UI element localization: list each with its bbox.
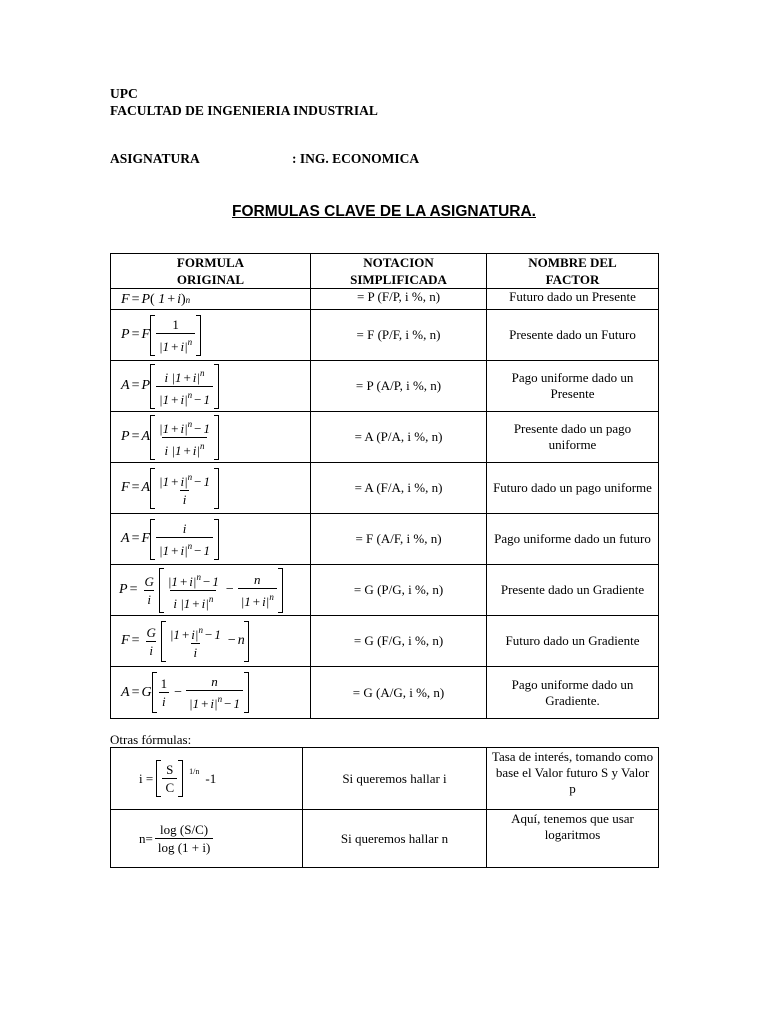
header-factor: NOMBRE DEL FACTOR [487,254,659,289]
formula-i [111,748,303,810]
subject-label: ASIGNATURA [110,151,200,166]
formula-lhs: i = [139,770,154,786]
notation-cell: = G (A/G, i %, n) [311,667,487,719]
factor-cell: Futuro dado un Gradiente [487,616,659,667]
exponent: 1/n [189,767,200,776]
notation-cell: = F (P/F, i %, n) [311,310,487,361]
subject-value: : ING. ECONOMICA [292,151,420,166]
formula-pf: P = F $\frac{1}{|1 + i|^n}$ [111,310,311,361]
purpose-cell: Si queremos hallar n [303,810,487,868]
factor-cell: Pago uniforme dado un Presente [487,361,659,412]
faculty-name: FACULTAD DE INGENIERIA INDUSTRIAL [110,103,378,118]
fraction-denominator: C [162,778,177,795]
fraction-numerator: S [166,762,174,777]
notation-cell: = P (F/P, i %, n) [311,289,487,310]
table-header-row [111,254,659,289]
factor-cell: Presente dado un Gradiente [487,565,659,616]
note-cell: Tasa de interés, tomando como base el Valor futuro S y Valor p [487,748,659,810]
other-formulas-label: Otras fórmulas: [110,732,192,747]
formula-lhs: n= [139,830,153,846]
formula-fg: F = $\frac{G}{i}$ $\frac{|1 + i|^n - 1}{i}$ − n [111,616,311,667]
note-cell: Aquí, tenemos que usar logaritmos [487,810,659,868]
table-row [111,748,659,810]
notation-cell: = A (P/A, i %, n) [311,412,487,463]
other-formulas-table [110,747,659,868]
university-name: UPC [110,86,138,101]
table-row [111,361,659,412]
formula-pg: P = $\frac{G}{i}$ $\frac{|1 + i|^n - 1}{i |1 + i|^n}$ − $\frac{n}{|1 + i|^n}$ [111,565,311,616]
formula-ag: A = G $\frac{1}{i}$ − $\frac{n}{|1 + i|^n - 1}$ [111,667,311,719]
factor-cell: Presente dado un Futuro [487,310,659,361]
formula-ap: A = P $\frac{i |1 + i|^n}{|1 + i|^n - 1}$ [111,361,311,412]
notation-cell: = A (F/A, i %, n) [311,463,487,514]
formula-n [111,810,303,868]
table-row [111,810,659,868]
formulas-table [110,253,659,719]
formula-tail: -1 [205,770,217,786]
table-row [111,310,659,361]
fraction-numerator: log (S/C) [160,822,209,837]
notation-cell: = G (F/G, i %, n) [311,616,487,667]
formula-fp: F = P ( 1 + i ) n [111,289,311,310]
formula-fa: F = A $\frac{|1 + i|^n - 1}{i}$ [111,463,311,514]
table-row [111,667,659,719]
formula-pa: P = A $\frac{|1 + i|^n - 1}{i |1 + i|^n}$ [111,412,311,463]
factor-cell: Presente dado un pago uniforme [487,412,659,463]
purpose-cell: Si queremos hallar i [303,748,487,810]
fraction-denominator: log (1 + i) [155,838,213,855]
notation-cell: = G (P/G, i %, n) [311,565,487,616]
table-row [111,616,659,667]
table-row [111,463,659,514]
table-row [111,412,659,463]
table-row [111,289,659,310]
factor-cell: Pago uniforme dado un futuro [487,514,659,565]
table-row [111,565,659,616]
factor-cell: Futuro dado un Presente [487,289,659,310]
factor-cell: Pago uniforme dado un Gradiente. [487,667,659,719]
table-row [111,514,659,565]
notation-cell: = F (A/F, i %, n) [311,514,487,565]
page-title: FORMULAS CLAVE DE LA ASIGNATURA. [232,203,536,220]
header-formula: FORMULA ORIGINAL [111,254,311,289]
header-notation: NOTACION SIMPLIFICADA [311,254,487,289]
factor-cell: Futuro dado un pago uniforme [487,463,659,514]
formula-af: A = F $\frac{i}{|1 + i|^n - 1}$ [111,514,311,565]
notation-cell: = P (A/P, i %, n) [311,361,487,412]
